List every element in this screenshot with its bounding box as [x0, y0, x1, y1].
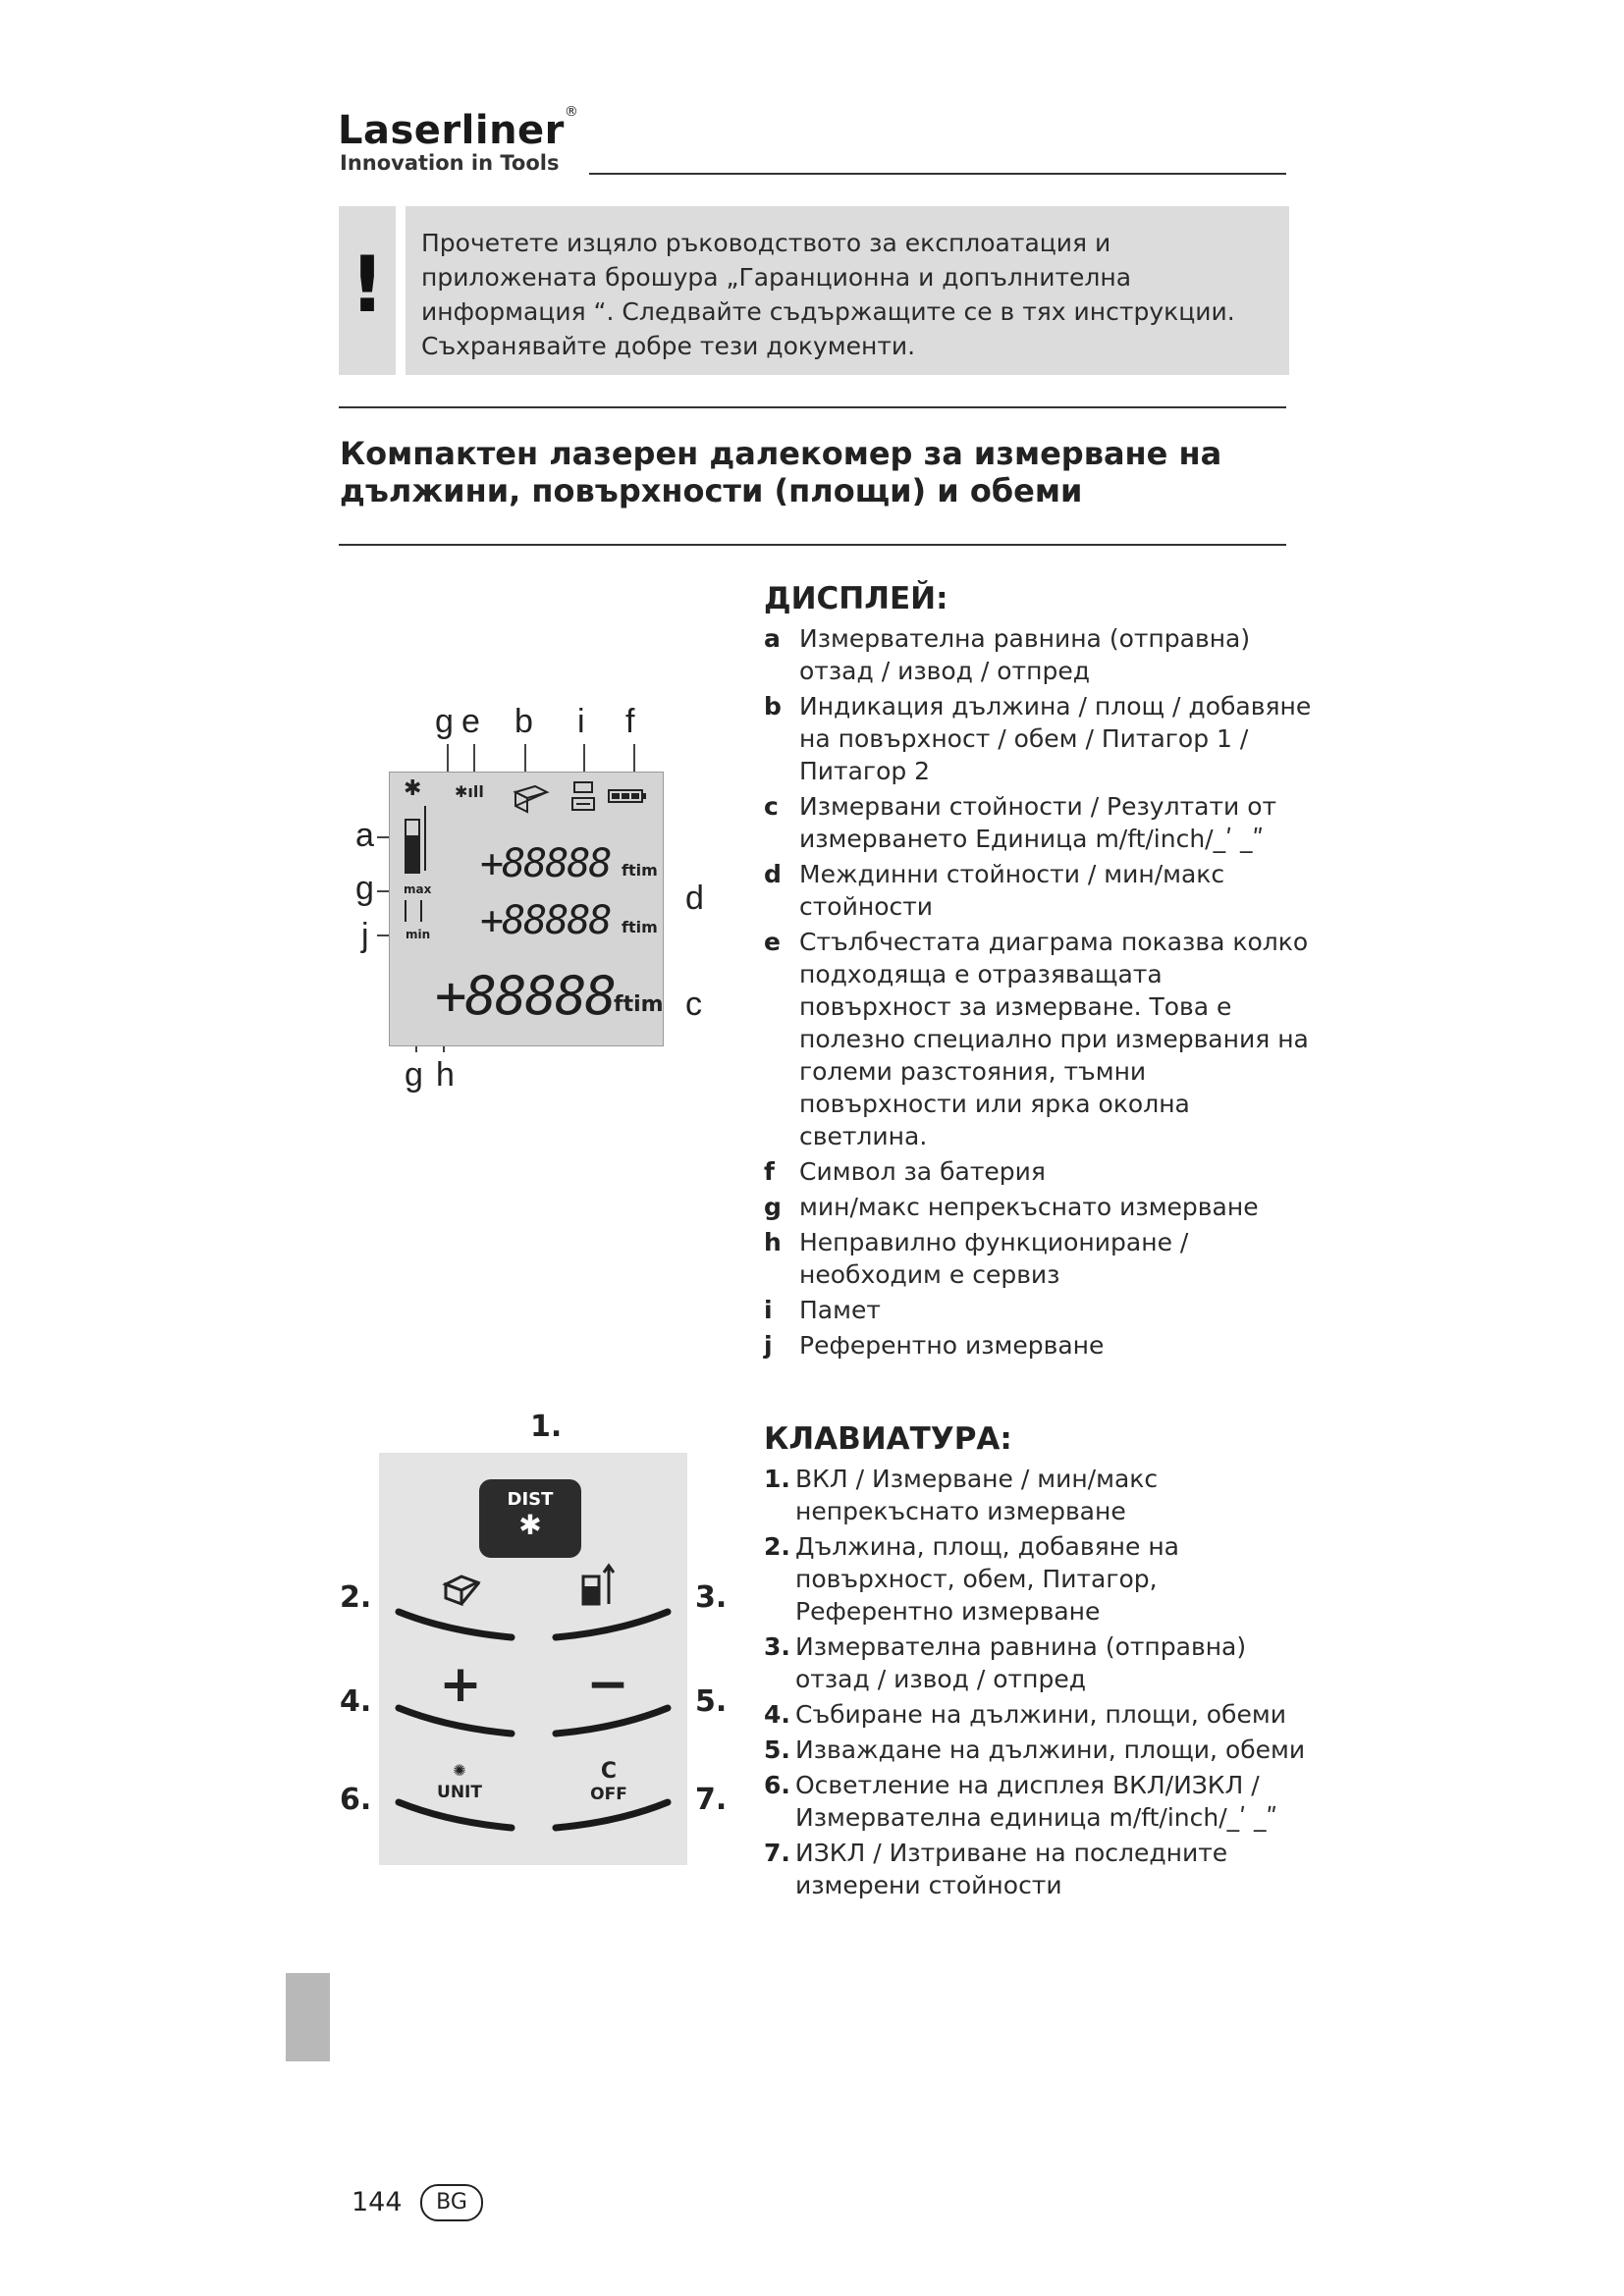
legend-text: Стълбчестата диаграма показва колко подходяща е отразяващата повърхност за измерване. Това е полезно специално при измервания на големи разстояния, тъмни повърхности или ярка околна светлина.: [799, 928, 1309, 1150]
plus-icon: +: [439, 1655, 482, 1714]
callout-label-h: h: [436, 1056, 455, 1094]
max-label: max: [404, 882, 432, 896]
notice-text: Прочетете изцяло ръководството за експлоатация и приложената брошура „Гаранционна и допълнителна информация “. Следвайте съдържащите се в тях инструкции. Съхранявайте добре тези документи.: [421, 229, 1235, 360]
exclamation-icon: !: [350, 241, 385, 330]
keypad-num-1: 1.: [530, 1410, 563, 1444]
lcd-row-1-units: ftim: [622, 861, 658, 880]
title-rule-top: [339, 406, 1286, 408]
legend-item: [764, 1329, 1314, 1362]
legend-key: g: [764, 1193, 782, 1221]
callout-label-b: b: [514, 703, 533, 740]
c-label: C: [600, 1759, 618, 1784]
display-legend: [764, 622, 1314, 1364]
legend-text: Дължина, площ, добавяне на повърхност, обем, Питагор, Референтно измерване: [795, 1532, 1179, 1626]
legend-item: [764, 1698, 1314, 1731]
callout-label-g-left: g: [355, 870, 374, 907]
side-tab: [286, 1973, 330, 2061]
lcd-row-2-digits: +88888: [480, 898, 611, 943]
notice-icon-box: [339, 206, 396, 375]
language-badge: BG: [420, 2184, 483, 2221]
legend-key: i: [764, 1296, 773, 1324]
lcd-row-2-units: ftim: [622, 918, 658, 936]
legend-text: Междинни стойности / мин/макс стойности: [799, 860, 1225, 921]
legend-key: j: [764, 1331, 773, 1360]
callout-label-f: f: [625, 703, 635, 740]
callout-label-d: d: [685, 880, 704, 917]
legend-item: [764, 790, 1314, 855]
legend-key: h: [764, 1228, 782, 1256]
keypad-num-5: 5.: [695, 1684, 728, 1719]
legend-key: f: [764, 1157, 775, 1186]
legend-key: b: [764, 692, 782, 721]
lcd-display: [389, 772, 664, 1046]
laser-icon: ✱: [404, 776, 422, 801]
legend-text: Измервателна равнина (отправна) отзад / извод / отпред: [795, 1632, 1247, 1693]
legend-key: e: [764, 928, 781, 956]
keypad-num-6: 6.: [340, 1783, 372, 1817]
lcd-row-3-units: ftim: [614, 992, 664, 1017]
legend-text: Измервателна равнина (отправна) отзад / извод / отпред: [799, 624, 1251, 685]
legend-key: d: [764, 860, 782, 888]
legend-text: Референтно измерване: [799, 1331, 1105, 1360]
laser-icon: ✱: [518, 1509, 542, 1541]
callout-label-a: a: [355, 817, 374, 854]
unit-label: UNIT: [437, 1783, 482, 1802]
keypad-num-3: 3.: [695, 1580, 728, 1615]
dist-label: DIST: [507, 1489, 554, 1510]
legend-key: 1.: [764, 1465, 790, 1493]
legend-text: мин/макс непрекъснато измерване: [799, 1193, 1259, 1221]
legend-text: Индикация дължина / площ / добавяне на повърхност / обем / Питагор 1 / Питагор 2: [799, 692, 1312, 785]
legend-text: Осветление на дисплея ВКЛ/ИЗКЛ / Измервателна единица m/ft/inch/_ʹ _ʺ: [795, 1771, 1278, 1832]
signal-strength-icon: ✱ıll: [455, 782, 484, 801]
reference-plane-icon: [400, 802, 429, 881]
brand-logo: [338, 104, 579, 153]
legend-text: Изваждане на дължини, площи, обеми: [795, 1735, 1306, 1764]
off-label: OFF: [590, 1785, 627, 1804]
legend-text: Неправилно функциониране / необходим е сервиз: [799, 1228, 1189, 1289]
legend-text: Измервани стойности / Резултати от измерването Единица m/ft/inch/_ʹ _ʺ: [799, 792, 1277, 853]
legend-key: 6.: [764, 1771, 790, 1799]
legend-text: Памет: [799, 1296, 881, 1324]
light-icon: ✺: [453, 1761, 466, 1780]
legend-item: [764, 1226, 1314, 1291]
legend-text: Събиране на дължини, площи, обеми: [795, 1700, 1286, 1729]
keypad-num-2: 2.: [340, 1580, 372, 1615]
keypad-heading: КЛАВИАТУРА:: [764, 1421, 1012, 1457]
key-5-curve: [556, 1708, 668, 1734]
legend-key: 4.: [764, 1700, 790, 1729]
brand-tagline: Innovation in Tools: [340, 151, 560, 175]
legend-item: [764, 1294, 1314, 1326]
callout-label-g-bottom: g: [405, 1056, 423, 1094]
legend-item: [764, 1191, 1314, 1223]
memory-icon: [570, 780, 596, 812]
page-number: 144: [352, 2187, 403, 2217]
lcd-row-3-digits: +88888: [435, 965, 616, 1027]
callout-label-j: j: [361, 917, 369, 954]
callout-label-i: i: [577, 703, 585, 740]
legend-key: a: [764, 624, 781, 653]
legend-key: 3.: [764, 1632, 790, 1661]
callout-label-g-top: g: [435, 703, 454, 740]
legend-key: 2.: [764, 1532, 790, 1561]
lcd-row-1-digits: +88888: [480, 841, 611, 886]
reference-measure-icon: [402, 898, 431, 924]
notice-box: [406, 206, 1289, 375]
min-label: min: [406, 928, 431, 941]
keypad-num-4: 4.: [340, 1684, 372, 1719]
header-rule: [589, 173, 1286, 175]
legend-item: [764, 926, 1314, 1152]
legend-key: c: [764, 792, 779, 821]
legend-item: [764, 1463, 1314, 1527]
minus-icon: −: [586, 1655, 629, 1714]
key-curves: [379, 1453, 687, 1865]
legend-item: [764, 1734, 1314, 1766]
legend-item: [764, 690, 1314, 787]
legend-key: 5.: [764, 1735, 790, 1764]
legend-text: Символ за батерия: [799, 1157, 1046, 1186]
keypad-legend: [764, 1463, 1314, 1904]
key-3-curve: [556, 1612, 668, 1637]
registered-mark: ®: [564, 104, 579, 120]
callout-label-c: c: [685, 986, 702, 1023]
display-heading: ДИСПЛЕЙ:: [764, 581, 948, 616]
legend-item: [764, 1837, 1314, 1901]
brand-name: Laserliner: [338, 108, 565, 153]
legend-item: [764, 1769, 1314, 1834]
key-6-curve: [399, 1802, 512, 1828]
key-2-curve: [399, 1612, 512, 1637]
page-title: Компактен лазерен далекомер за измерване на дължини, повърхности (площи) и обеми: [340, 435, 1222, 509]
legend-item: [764, 1630, 1314, 1695]
area-volume-icon: [512, 780, 551, 814]
legend-item: [764, 622, 1314, 687]
title-rule-bottom: [339, 544, 1286, 546]
keypad-num-7: 7.: [695, 1783, 728, 1817]
key-4-curve: [399, 1708, 512, 1734]
battery-icon: [608, 788, 647, 804]
key-7-curve: [556, 1802, 668, 1828]
legend-text: ВКЛ / Измерване / мин/макс непрекъснато измерване: [795, 1465, 1159, 1525]
legend-text: ИЗКЛ / Изтриване на последните измерени стойности: [795, 1839, 1228, 1899]
callout-label-e: e: [461, 703, 480, 740]
legend-item: [764, 1530, 1314, 1628]
legend-item: [764, 858, 1314, 923]
legend-item: [764, 1155, 1314, 1188]
legend-key: 7.: [764, 1839, 790, 1867]
